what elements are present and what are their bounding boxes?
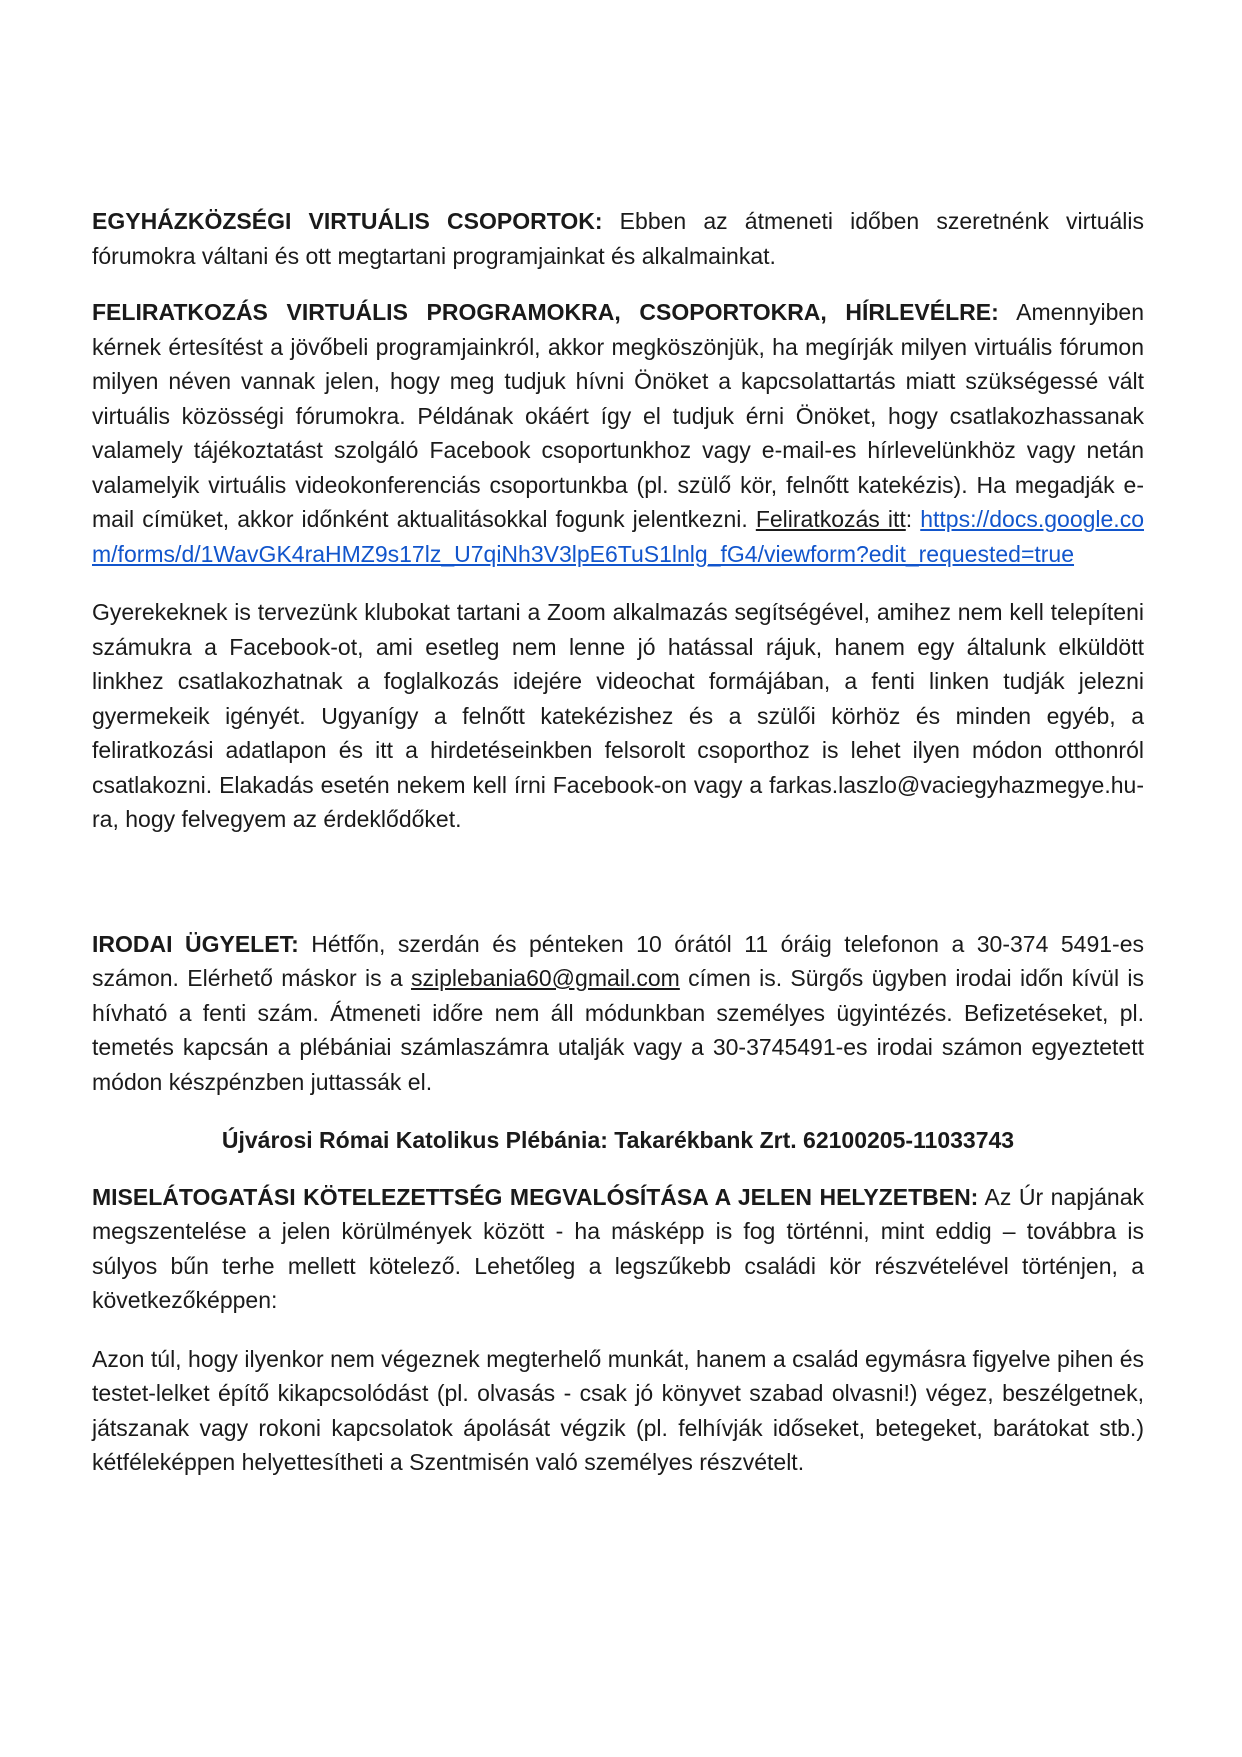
mass-obligation-paragraph (92, 1180, 1144, 1318)
document-page (92, 204, 1144, 1480)
virtual-groups-paragraph (92, 204, 1144, 273)
office-text-before: Hétfőn, szerdán és pénteken 10 órától 11 óráig telefonon a 30-374 5491-es számon. Elérhető máskor is a (92, 930, 1144, 991)
rest-paragraph: Azon túl, hogy ilyenkor nem végeznek megterhelő munkát, hanem a család egymásra figyelve pihen és testet-lelket építő kikapcsolódást (pl. olvasás - csak jó könyvet szabad olvasni!) végez, beszélgetnek, játszanak vagy rokoni kapcsolatok ápolását végzik (pl. felhívják időseket, betegeket, barátokat stb.) kétféleképpen helyettesítheti a Szentmisén való személyes részvételt. (92, 1345, 1144, 1475)
subscription-text: Amennyiben kérnek értesítést a jövőbeli programjainkról, akkor megköszönjük, ha megírják milyen virtuális fórumon milyen néven vannak jelen, hogy meg tudjuk hívni Önöket a kapcsolattartás miatt szükségessé vált virtuális közösségi fórumokra. Példának okáért így el tudjuk érni Önöket, hogy csatlakozhassanak valamely tájékoztatást szolgáló Facebook csoportunkhoz vagy e-mail-es hírlevelünkhöz vagy netán valamelyik virtuális videokonferenciás csoportunkba (pl. szülő kör, felnőtt katekézis). Ha megadják e-mail címüket, akkor időnként aktualitásokkal fogunk jelentkezni. (92, 299, 1144, 532)
office-heading: IRODAI ÜGYELET: (92, 930, 299, 957)
virtual-groups-text: Ebben az átmeneti időben szeretnénk virtuális fórumokra váltani és ott megtartani programjainkat és alkalmainkat. (92, 208, 1145, 269)
subscription-paragraph (92, 295, 1144, 571)
subscription-heading: FELIRATKOZÁS VIRTUÁLIS PROGRAMOKRA, CSOPORTOKRA, HÍRLEVÉLRE: (92, 299, 999, 325)
google-form-link[interactable]: https://docs.google.com/forms/d/1WavGK4raHMZ9s17lz_U7qiNh3V3lpE6TuS1lnlg_fG4/viewform?edit_requested=true (92, 506, 1144, 567)
bank-account-line: Újvárosi Római Katolikus Plébánia: Takarékbank Zrt. 62100205-11033743 (221, 1127, 1015, 1153)
virtual-groups-heading: EGYHÁZKÖZSÉGI VIRTUÁLIS CSOPORTOK: (92, 208, 603, 234)
subscription-colon: : (905, 506, 913, 532)
mass-obligation-heading: MISELÁTOGATÁSI KÖTELEZETTSÉG MEGVALÓSÍTÁSA A JELEN HELYZETBEN: (92, 1183, 979, 1210)
office-email-link[interactable]: sziplebania60@gmail.com (411, 965, 680, 991)
subscribe-here-link[interactable]: Feliratkozás itt (755, 506, 906, 532)
children-paragraph: Gyerekeknek is tervezünk klubokat tartani a Zoom alkalmazás segítségével, amihez nem kell telepíteni számukra a Facebook-ot, ami esetleg nem lenne jó hatással rájuk, hanem egy általunk elküldött linkhez csatlakozhatnak a foglalkozás idejére videochat formájában, a fenti linken tudják jelezni gyermekeik igényét. Ugyanígy a felnőtt katekézishez és a szülői körhöz és minden egyéb, a feliratkozási adatlapon és itt a hirdetéseinkben felsorolt csoporthoz is lehet ilyen módon otthonról csatlakozni. Elakadás esetén nekem kell írni Facebook-on vagy a farkas.laszlo@vaciegyhazmegye.hu-ra, hogy felvegyem az érdeklődőket. (92, 599, 1144, 832)
office-text-after: címen is. Sürgős ügyben irodai időn kívül is hívható a fenti szám. Átmeneti időre nem áll módunkban személyes ügyintézés. Befizetéseket, pl. temetés kapcsán a plébániai számlaszámra utalják vagy a 30-3745491-es irodai számon egyeztetett módon készpénzben juttassák el. (92, 965, 1145, 1095)
mass-obligation-text: Az Úr napjának megszentelése a jelen körülmények között - ha másképp is fog történni, mint eddig – továbbra is súlyos bűn terhe mellett kötelező. Lehetőleg a legszűkebb családi kör részvételével történjen, a következőképpen: (92, 1183, 1144, 1313)
office-paragraph (92, 927, 1144, 1100)
